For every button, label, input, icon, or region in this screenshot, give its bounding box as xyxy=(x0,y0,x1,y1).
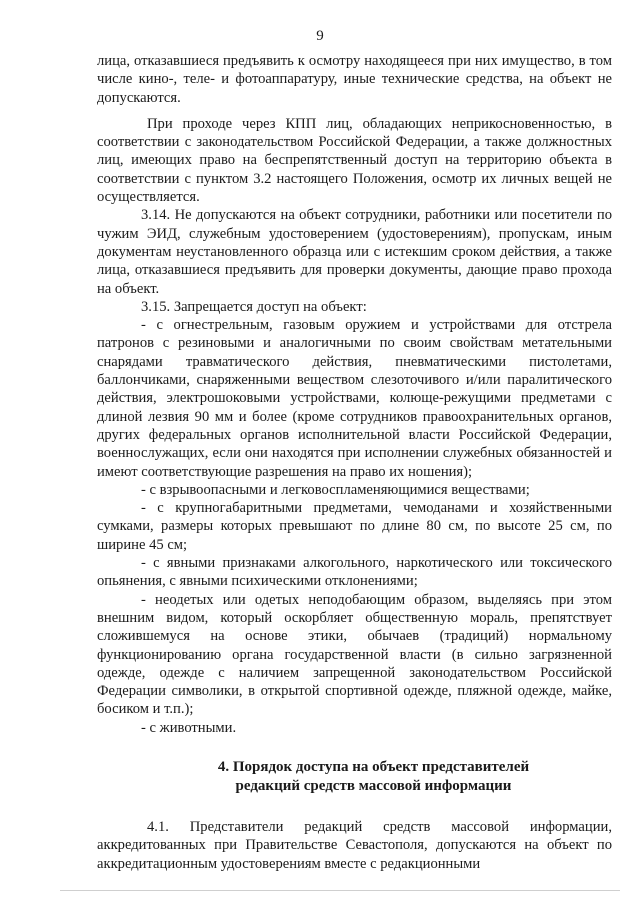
paragraph-kpp-immunity: При проходе через КПП лиц, обладающих неприкосновенностью, в соответствии с законодательством Российской Федерации, а также должностных лиц, имеющих право на беспрепятственный доступ на территорию объекта в соответствии с пунктом 3.2 настоящего Положения, осмотр их личных вещей не осуществляется. xyxy=(97,115,612,206)
section-heading-line1: 4. Порядок доступа на объект представителей xyxy=(217,758,530,775)
paragraph-3-15: 3.15. Запрещается доступ на объект: xyxy=(141,298,367,315)
paragraph-3-14: 3.14. Не допускаются на объект сотрудники, работники или посетители по чужим ЭИД, служебным удостоверением (удостоверениям), пропускам, иным документам неустановленного образца или с истекшим сроком действия, а также лица, отказавшиеся предъявить для проверки документы, дающие право прохода на объект. xyxy=(97,207,612,297)
paragraph-4-1: 4.1. Представители редакций средств массовой информации, аккредитованных при Правительстве Севастополя, допускаются на объект по аккредитационным удостоверениям вместе с редакционными xyxy=(97,818,612,872)
section-heading xyxy=(97,758,612,796)
list-item-improper-dress: - неодетых или одетых неподобающим образом, выделяясь при этом внешним видом, который оскорбляет общественную мораль, препятствует сложившемуся на основе этики, обычаев (традиций) нормальному функционированию органа государственной власти (в сильно загрязненной одежде, одежде с наличием запрещенной законодательством Российской Федерации символики, в открытой спортивной одежде, пляжной одежде, майке, босиком и т.п.); xyxy=(97,591,612,718)
list-item-weapons: - с огнестрельным, газовым оружием и устройствами для отстрела патронов с резиновыми и аналогичными по своим свойствам метательными снарядами травматического действия, пневматическими пистолетами, баллончиками, снаряженными веществом слезоточивого и/или паралитического действия, электрошоковыми устройствами, колюще-режущими предметами с длиной лезвия 90 мм и более (кроме сотрудников правоохранительных органов, других федеральных органов исполнительной власти Российской Федерации, военнослужащих, если они находятся при исполнении служебных обязанностей и имеют соответствующие разрешения на право их ношения); xyxy=(97,317,612,480)
document-body xyxy=(97,52,612,873)
list-item-explosives: - с взрывоопасными и легковоспламеняющимися веществами; xyxy=(141,481,530,498)
section-heading-line2: редакций средств массовой информации xyxy=(235,777,512,794)
list-item-intoxication: - с явными признаками алкогольного, наркотического или токсического опьянения, с явными психическими отклонениями; xyxy=(97,555,612,590)
page-number: 9 xyxy=(316,28,324,44)
list-item-large-items: - с крупногабаритными предметами, чемоданами и хозяйственными сумками, размеры которых превышают по длине 80 см, по высоте 25 см, по ширине 45 см; xyxy=(97,500,612,553)
paragraph-continuation: лица, отказавшиеся предъявить к осмотру находящееся при них имущество, в том числе кино-, теле- и фотоаппаратуру, иные технические средства, на объект не допускаются. xyxy=(97,53,612,106)
bottom-scan-line xyxy=(60,890,620,891)
list-item-animals: - с животными. xyxy=(141,719,237,736)
